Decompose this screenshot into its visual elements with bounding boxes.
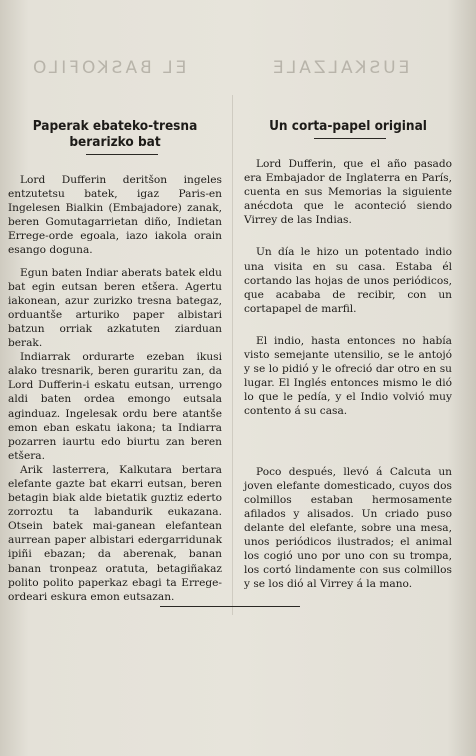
spanish-paragraph: El indio, hasta entonces no había visto semejante utensilio, se le antojó y se lo pidió y le ofreció dar otro en su lugar. El Inglés entonces mismo le dió lo que le pedía, y el Indio volvió muy contento á su casa. xyxy=(244,334,452,418)
basque-paragraph: Lord Dufferin deritšon ingeles entzutetsu batek, igaz Paris-en Ingelesen Bialkin (Embajadore) zanak, beren Gomutagarrietan diño, Indietan Errege-orde egoala, iazo iakola orain esango doguna. xyxy=(8,174,222,257)
spanish-paragraph: Un día le hizo un potentado indio una visita en su casa. Estaba él cortando las hojas de unos periódicos, que acababa de recibir, con un cortapapel de marfil. xyxy=(244,246,452,315)
bleed-through-running-head-left: EL BASKOFILO xyxy=(30,58,187,78)
section-divider xyxy=(160,606,300,607)
title-rule xyxy=(86,154,158,155)
basque-paragraph: Indiarrak ordurarte ezeban ikusi alako tresnarik, beren guraritu zan, da Lord Dufferin-i eskatu eutsan, urrengo aldi baten ordea emongo eutsala aginduaz. Ingelesak ordu bere atantše emon eban eskatu iakona; ta Indiarra pozarren iaurtu edo biurtu zan beren etšera. xyxy=(8,351,222,462)
spanish-column xyxy=(244,118,452,609)
basque-paragraph: Egun baten Indiar aberats batek eldu bat egin eutsan beren etšera. Agertu iakonean, azur zurizko tresna bategaz, orduantše arturiko paper albistari batzun orriak azkatuten ziarduan berak. xyxy=(8,266,222,350)
basque-column xyxy=(8,118,222,604)
column-gutter xyxy=(232,95,233,615)
spanish-paragraph: Lord Dufferin, que el año pasado era Embajador de Inglaterra en París, cuenta en sus Memorias la siguiente anécdota que le aconteció siendo Virrey de las Indias. xyxy=(244,158,452,227)
title-rule xyxy=(314,138,386,139)
spanish-paragraph: Poco después, llevó á Calcuta un joven elefante domesticado, cuyos dos colmillos estaban hermosamente afilados y alisados. Un criado puso delante del elefante, sobre una mesa, unos periódicos ilustrados; el animal los cogió uno por uno con su trompa, los cortó lindamente con sus colmillos y se los dió al Virrey á la mano. xyxy=(244,465,452,591)
spanish-article-title: Un corta-papel original xyxy=(269,118,427,134)
basque-article-title: Paperak ebateko-tresna berarizko bat xyxy=(32,118,198,150)
bleed-through-running-head-right: EUSKALZALE xyxy=(270,58,410,78)
basque-paragraph: Arik lasterrera, Kalkutara bertara elefante gazte bat ekarri eutsan, beren betagin biak alde bietatik guztiz ederto zorroztu ta labandurik eukazana. Otsein batek mai-ganean elefantean aurrean paper albistari edergarridunak ipiñi ebazan; da aberenak, banan banan tronpeaz oratuta, betagiñakaz polito polito paperkaz ebagi ta Errege-ordeari eskura emon eutsazan. xyxy=(8,463,222,603)
